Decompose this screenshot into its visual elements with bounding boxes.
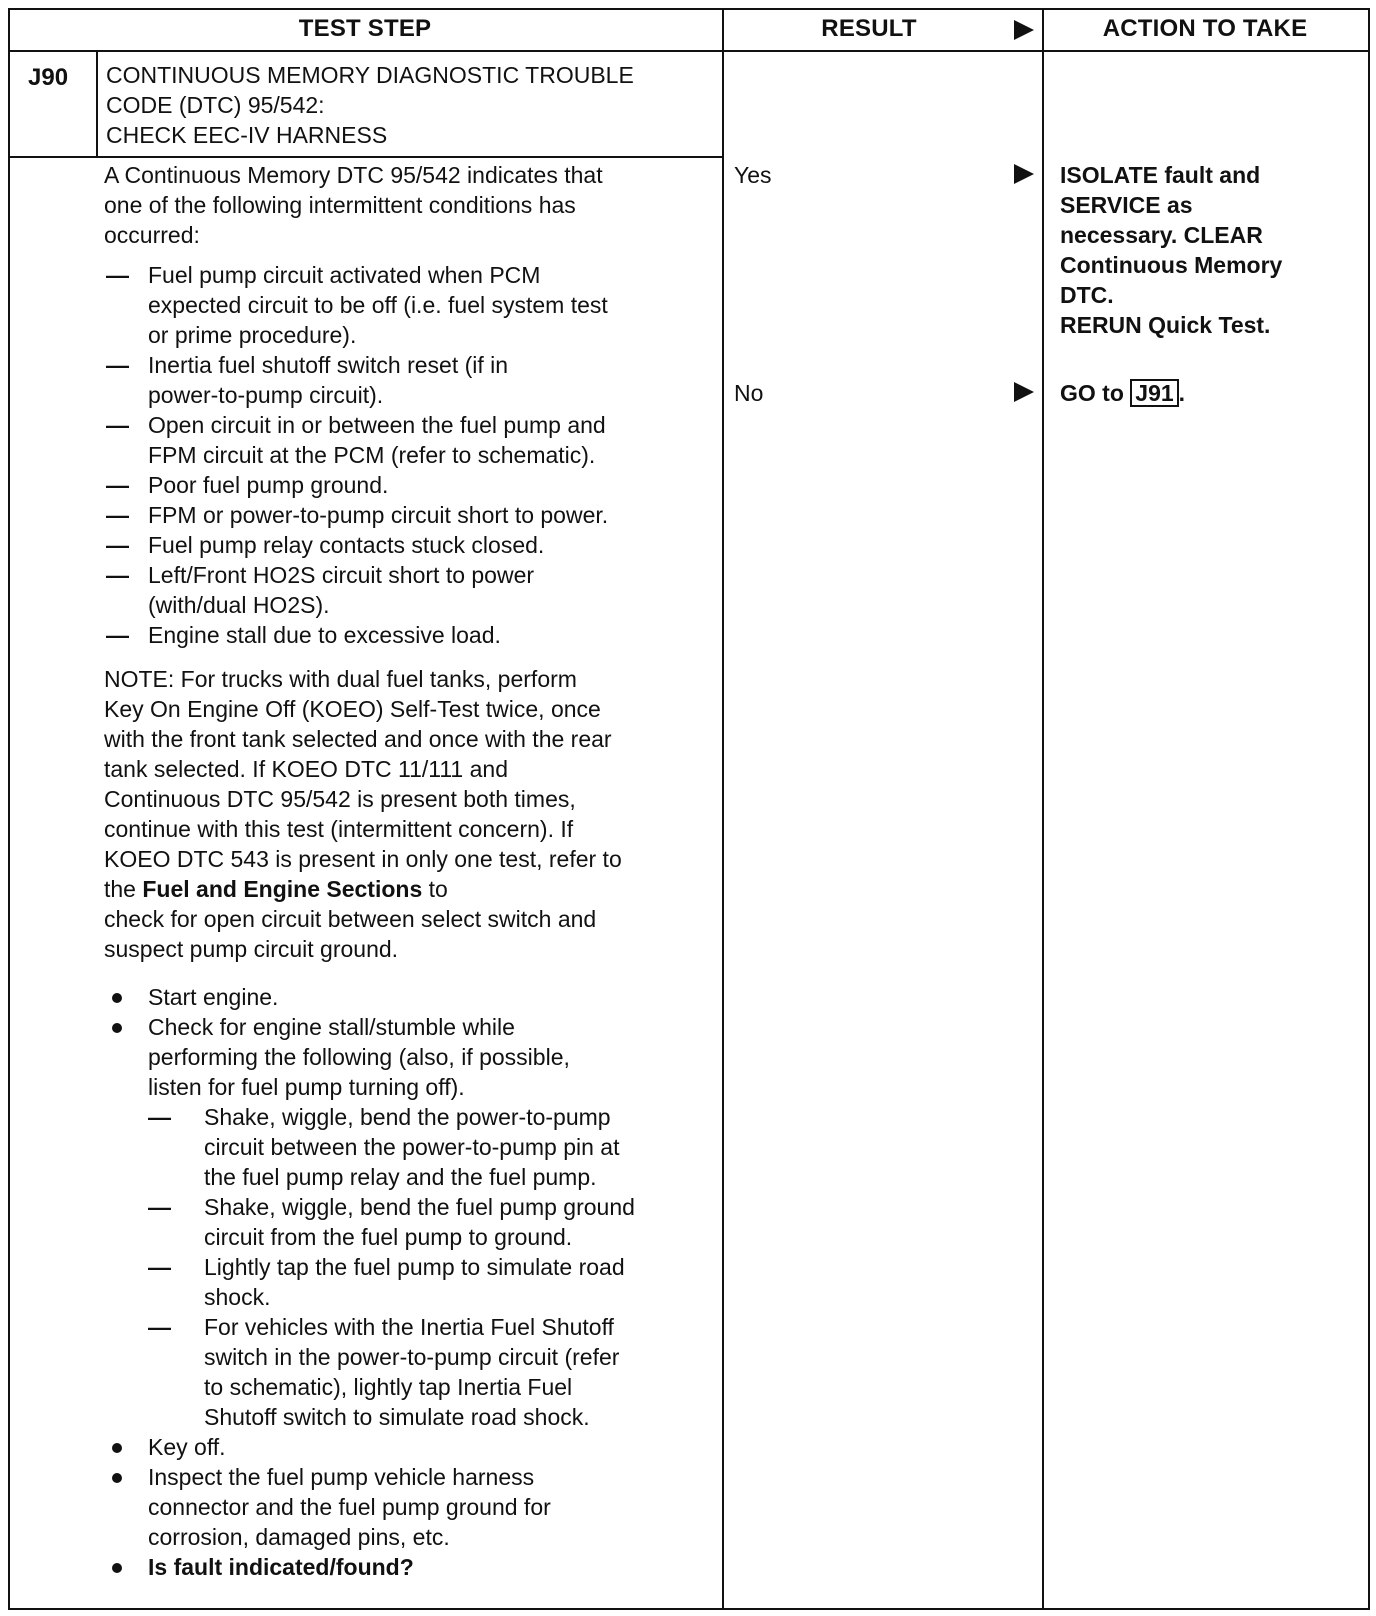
result-yes-arrow-icon bbox=[1014, 164, 1034, 184]
bullet-inspect bbox=[104, 1462, 724, 1552]
sub-step-line: — Lightly tap the fuel pump to simulate road bbox=[204, 1254, 625, 1280]
condition-item bbox=[104, 260, 724, 350]
result-no-arrow-icon bbox=[1014, 382, 1034, 402]
header-rule bbox=[8, 50, 1368, 52]
test-step-body bbox=[104, 160, 724, 1582]
action-no-suffix: . bbox=[1178, 380, 1186, 406]
step-reference-link[interactable]: J91 bbox=[1130, 379, 1178, 407]
condition-line: — Open circuit in or between the fuel pump and bbox=[148, 412, 606, 438]
note-line: NOTE: For trucks with dual fuel tanks, perform bbox=[104, 666, 577, 692]
note-line: suspect pump circuit ground. bbox=[104, 936, 399, 962]
sub-step-item bbox=[104, 1252, 724, 1312]
note-line: with the front tank selected and once with the rear bbox=[104, 726, 612, 752]
condition-line: — Fuel pump circuit activated when PCM bbox=[148, 262, 541, 288]
bullet-line: Check for engine stall/stumble while bbox=[148, 1014, 515, 1040]
step-title-line: CODE (DTC) 95/542: bbox=[106, 92, 325, 118]
intro-line: occurred: bbox=[104, 222, 200, 248]
sub-step-item bbox=[104, 1192, 724, 1252]
note-ref-suffix: to bbox=[428, 876, 448, 902]
condition-line: — Fuel pump relay contacts stuck closed. bbox=[148, 532, 545, 558]
condition-line: FPM circuit at the PCM (refer to schematic). bbox=[148, 442, 596, 468]
header-result: RESULT bbox=[821, 15, 917, 42]
note-ref-sections: Fuel and Engine Sections bbox=[142, 876, 423, 902]
sub-step-line: switch in the power-to-pump circuit (refer bbox=[204, 1344, 620, 1370]
header-arrow-icon bbox=[1014, 20, 1034, 40]
conditions-list bbox=[104, 260, 724, 650]
column-divider-action bbox=[1042, 8, 1044, 1608]
sub-step-line: — For vehicles with the Inertia Fuel Shutoff bbox=[204, 1314, 614, 1340]
condition-line: — Left/Front HO2S circuit short to power bbox=[148, 562, 535, 588]
action-line: RERUN Quick Test. bbox=[1060, 312, 1271, 338]
bullet-start-engine bbox=[104, 982, 724, 1012]
note-line: check for open circuit between select switch and bbox=[104, 906, 597, 932]
result-no: No bbox=[734, 380, 764, 406]
sub-step-line: circuit from the fuel pump to ground. bbox=[204, 1224, 573, 1250]
step-title bbox=[106, 60, 706, 150]
condition-item bbox=[104, 470, 724, 500]
condition-line: (with/dual HO2S). bbox=[148, 592, 330, 618]
bullet-line: performing the following (also, if possible, bbox=[148, 1044, 570, 1070]
action-line: SERVICE as bbox=[1060, 192, 1193, 218]
condition-line: — Engine stall due to excessive load. bbox=[148, 622, 501, 648]
note-line: tank selected. If KOEO DTC 11/111 and bbox=[104, 756, 508, 782]
action-no bbox=[1060, 378, 1360, 408]
note-line: KOEO DTC 543 is present in only one test, refer to bbox=[104, 846, 622, 872]
action-line: ISOLATE fault and bbox=[1060, 162, 1261, 188]
condition-line: — FPM or power-to-pump circuit short to power. bbox=[148, 502, 609, 528]
condition-line: or prime procedure). bbox=[148, 322, 357, 348]
diagnostic-table bbox=[8, 8, 1368, 1608]
bullet-check-stall bbox=[104, 1012, 724, 1102]
sub-step-line: shock. bbox=[204, 1284, 271, 1310]
sub-step-line: the fuel pump relay and the fuel pump. bbox=[204, 1164, 597, 1190]
action-yes bbox=[1060, 160, 1360, 340]
bullet-line: listen for fuel pump turning off). bbox=[148, 1074, 465, 1100]
action-line: necessary. CLEAR bbox=[1060, 222, 1263, 248]
note-reference-line bbox=[104, 874, 724, 904]
condition-line: expected circuit to be off (i.e. fuel system test bbox=[148, 292, 608, 318]
intro-line: A Continuous Memory DTC 95/542 indicates that bbox=[104, 162, 603, 188]
step-title-line: CHECK EEC-IV HARNESS bbox=[106, 122, 388, 148]
bullet-line: Is fault indicated/found? bbox=[148, 1554, 414, 1580]
note-line: continue with this test (intermittent concern). If bbox=[104, 816, 574, 842]
note-ref-prefix: the bbox=[104, 876, 136, 902]
bullet-line: connector and the fuel pump ground for bbox=[148, 1494, 551, 1520]
bullet-line: Key off. bbox=[148, 1434, 226, 1460]
procedure-bullets bbox=[104, 982, 724, 1582]
note-line: Continuous DTC 95/542 is present both times, bbox=[104, 786, 576, 812]
condition-item bbox=[104, 500, 724, 530]
condition-item bbox=[104, 620, 724, 650]
condition-item bbox=[104, 530, 724, 560]
condition-line: — Inertia fuel shutoff switch reset (if in bbox=[148, 352, 509, 378]
action-no-prefix: GO to bbox=[1060, 380, 1124, 406]
bullet-line: Start engine. bbox=[148, 984, 279, 1010]
intro-line: one of the following intermittent conditions has bbox=[104, 192, 576, 218]
condition-line: power-to-pump circuit). bbox=[148, 382, 384, 408]
intro-paragraph bbox=[104, 160, 724, 250]
step-id: J90 bbox=[28, 64, 69, 91]
note-paragraph bbox=[104, 664, 724, 964]
sub-step-line: Shutoff switch to simulate road shock. bbox=[204, 1404, 590, 1430]
sub-step-line: circuit between the power-to-pump pin at bbox=[204, 1134, 620, 1160]
action-line: Continuous Memory bbox=[1060, 252, 1283, 278]
action-line: DTC. bbox=[1060, 282, 1114, 308]
note-line: Key On Engine Off (KOEO) Self-Test twice, once bbox=[104, 696, 601, 722]
sub-step-item bbox=[104, 1102, 724, 1192]
result-yes: Yes bbox=[734, 162, 772, 188]
bullet-key-off bbox=[104, 1432, 724, 1462]
condition-item bbox=[104, 410, 724, 470]
step-title-rule bbox=[8, 156, 724, 158]
header-test-step: TEST STEP bbox=[298, 15, 432, 42]
condition-line: — Poor fuel pump ground. bbox=[148, 472, 389, 498]
header-action: ACTION TO TAKE bbox=[1102, 15, 1308, 42]
bullet-line: Inspect the fuel pump vehicle harness bbox=[148, 1464, 535, 1490]
sub-step-item bbox=[104, 1312, 724, 1432]
bullet-line: corrosion, damaged pins, etc. bbox=[148, 1524, 450, 1550]
step-id-divider bbox=[96, 50, 98, 158]
sub-step-line: — Shake, wiggle, bend the fuel pump ground bbox=[204, 1194, 635, 1220]
sub-steps-list bbox=[104, 1102, 724, 1432]
condition-item bbox=[104, 560, 724, 620]
sub-step-line: — Shake, wiggle, bend the power-to-pump bbox=[204, 1104, 611, 1130]
condition-item bbox=[104, 350, 724, 410]
bullet-question bbox=[104, 1552, 724, 1582]
sub-step-line: to schematic), lightly tap Inertia Fuel bbox=[204, 1374, 573, 1400]
step-title-line: CONTINUOUS MEMORY DIAGNOSTIC TROUBLE bbox=[106, 62, 634, 88]
